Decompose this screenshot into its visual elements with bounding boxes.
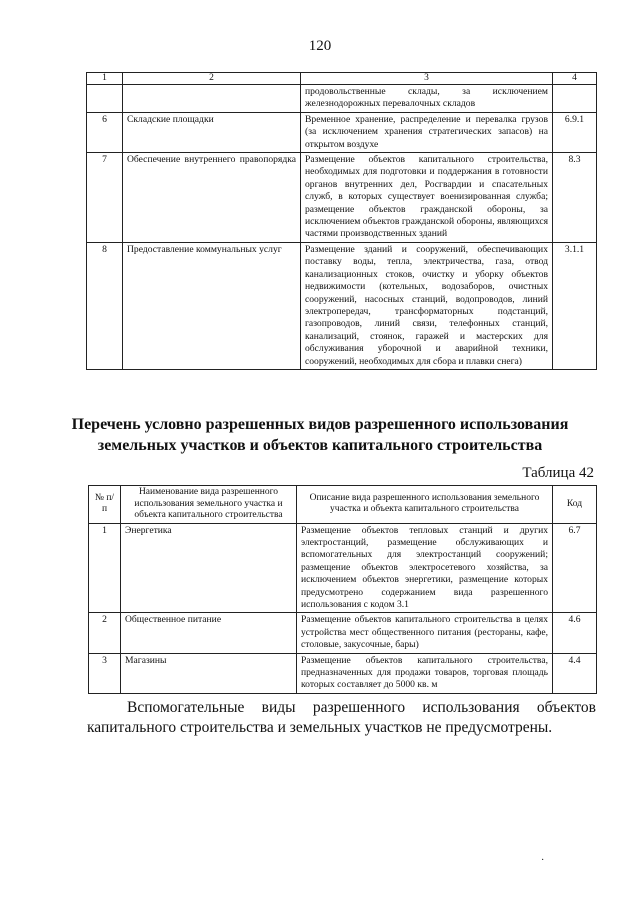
table-row: [89, 653, 597, 693]
col-header-code: Код: [553, 486, 597, 524]
table-header-row: [89, 486, 597, 524]
table-continued: [86, 72, 597, 370]
cell-name: Магазины: [121, 653, 297, 693]
cell-name: Складские площадки: [123, 112, 301, 152]
section-title: Перечень условно разрешенных видов разрешенного использования земельных участков и объектов капитального строительства: [71, 416, 569, 454]
cell-desc: Размещение зданий и сооружений, обеспечивающих поставку воды, тепла, электричества, газа, отвод канализационных стоков, очистку и уборку объектов недвижимости (котельных, водозаборов, очистных сооружений, насосных станций, водопроводов, линий электропередач, трансформаторных подстанций, газопроводов, линий связи, телефонных станций, канализаций, стоянок, гаражей и мастерских для обслуживания уборочной и аварийной техники, сооружений, необходимых для сбора и плавки снега): [301, 242, 553, 369]
col-header: 3: [301, 73, 553, 85]
cell-desc: Временное хранение, распределение и перевалка грузов (за исключением хранения стратегических запасов) на открытом воздухе: [301, 112, 553, 152]
cell-code: [553, 85, 597, 113]
cell-code: 3.1.1: [553, 242, 597, 369]
cell-name: Обеспечение внутреннего правопорядка: [123, 153, 301, 243]
table-row: [87, 153, 597, 243]
footer-paragraph: Вспомогательные виды разрешенного использования объектов капитального строительства и земельных участков не предусмотрены.: [87, 699, 596, 736]
table-row: [87, 242, 597, 369]
table-conditional-uses: [88, 485, 597, 694]
cell-desc: Размещение объектов капитального строительства, необходимых для подготовки и поддержания в готовности органов внутренних дел, Росгвардии и спасательных служб, в которых существует военизированная служба; размещение объектов гражданской обороны, за исключением объектов гражданской обороны, являющихся частями производственных зданий: [301, 153, 553, 243]
cell-desc: Размещение объектов тепловых станций и других электростанций, размещение обслуживающих и вспомогательных для электростанций сооружений; размещение объектов электросетевого хозяйства, за исключением объектов энергетики, размещение которых предусмотрено содержанием вида разрешенного использования с кодом 3.1: [297, 523, 553, 613]
col-header: 1: [87, 73, 123, 85]
cell-num: [87, 85, 123, 113]
cell-code: 4.4: [553, 653, 597, 693]
page-number: 120: [308, 38, 332, 54]
table-row: [87, 85, 597, 113]
table-row: [89, 523, 597, 613]
cell-name: Энергетика: [121, 523, 297, 613]
cell-num: 2: [89, 613, 121, 653]
cell-num: 6: [87, 112, 123, 152]
cell-desc: Размещение объектов капитального строительства, предназначенных для продажи товаров, торговая площадь которых составляет до 5000 кв. м: [297, 653, 553, 693]
cell-code: 8.3: [553, 153, 597, 243]
table-header-row: [87, 73, 597, 85]
cell-desc: продовольственные склады, за исключением железнодорожных перевалочных складов: [301, 85, 553, 113]
cell-num: 1: [89, 523, 121, 613]
cell-code: 6.7: [553, 523, 597, 613]
cell-desc: Размещение объектов капитального строительства в целях устройства мест общественного питания (рестораны, кафе, столовые, закусочные, бары): [297, 613, 553, 653]
col-header-desc: Описание вида разрешенного использования земельного участка и объекта капитального строительства: [297, 486, 553, 524]
table-row: [87, 112, 597, 152]
cell-code: 6.9.1: [553, 112, 597, 152]
col-header-num: № п/п: [89, 486, 121, 524]
col-header-name: Наименование вида разрешенного использования земельного участка и объекта капитального строительства: [121, 486, 297, 524]
col-header: 2: [123, 73, 301, 85]
scan-mark: ·: [541, 855, 545, 866]
cell-num: 3: [89, 653, 121, 693]
cell-code: 4.6: [553, 613, 597, 653]
cell-num: 8: [87, 242, 123, 369]
col-header: 4: [553, 73, 597, 85]
table-caption: Таблица 42: [522, 465, 594, 481]
cell-num: 7: [87, 153, 123, 243]
cell-name: Общественное питание: [121, 613, 297, 653]
table-row: [89, 613, 597, 653]
cell-name: [123, 85, 301, 113]
cell-name: Предоставление коммунальных услуг: [123, 242, 301, 369]
